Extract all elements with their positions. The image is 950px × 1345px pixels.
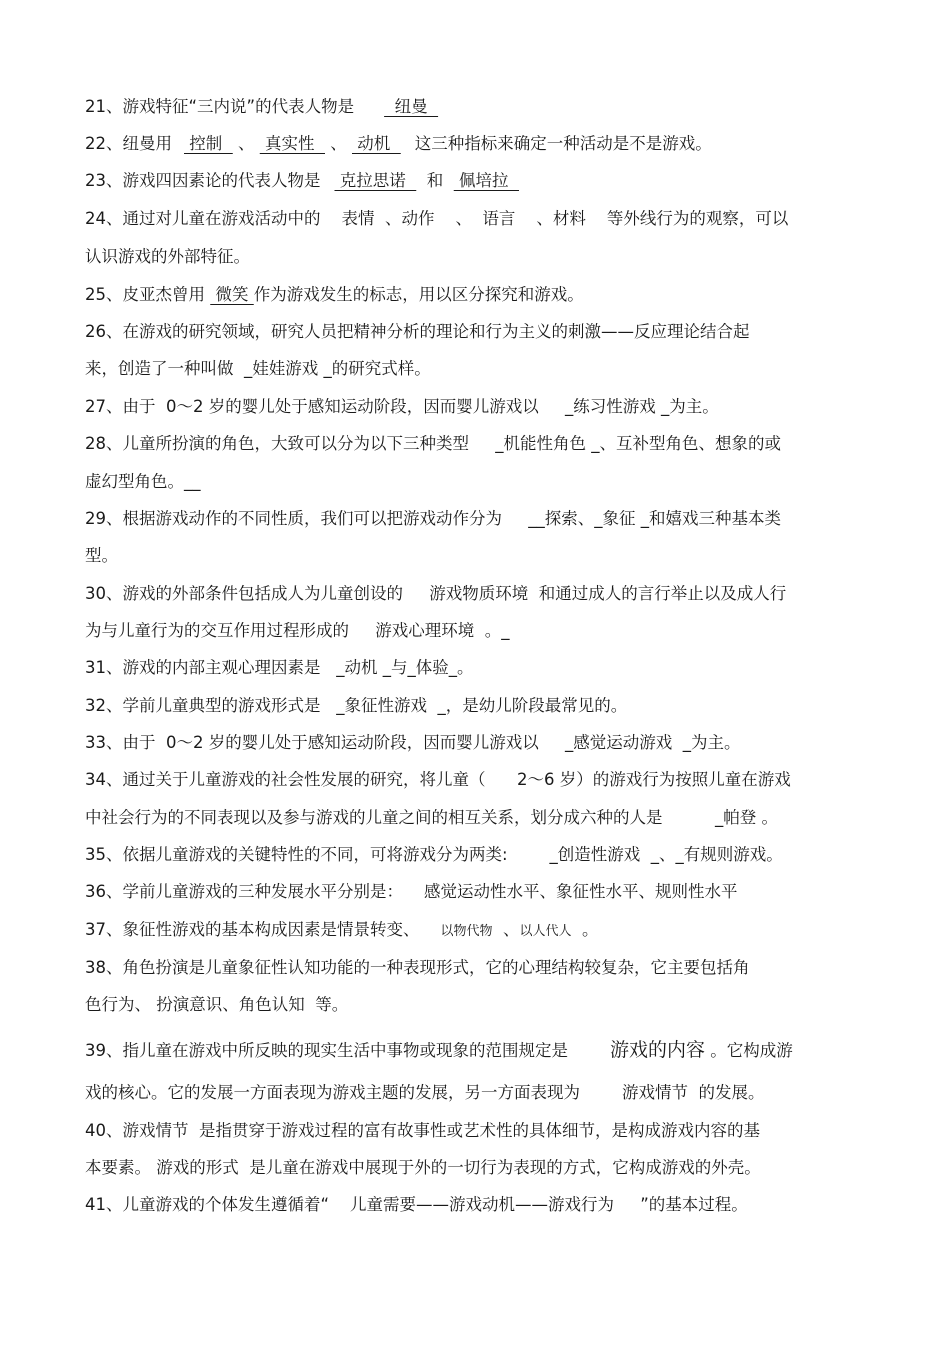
item-40-cont: 本要素。 游戏的形式 是儿童在游戏中展现于外的一切行为表现的方式，它构成游戏的外壳。: [85, 1158, 761, 1177]
blank: 佩培拉: [453, 171, 519, 190]
item-40: 40、游戏情节 是指贯穿于游戏过程的富有故事性或艺术性的具体细节，是构成游戏内容的基: [85, 1121, 760, 1140]
item-26: 26、在游戏的研究领域，研究人员把精神分析的理论和行为主义的刺激——反应理论结合起: [85, 322, 750, 341]
item-34: 34、通过关于儿童游戏的社会性发展的研究，将儿童（ 2～6 岁）的游戏行为按照儿童在游戏: [85, 770, 791, 789]
item-38: 38、角色扮演是儿童象征性认知功能的一种表现形式，它的心理结构较复杂，它主要包括角: [85, 958, 750, 977]
item-24: 24、通过对儿童在游戏活动中的 表情 、动作 、 语言 、材料 等外线行为的观察，可以: [85, 209, 789, 228]
item-37: 37、象征性游戏的基本构成因素是情景转变、 以物代物 、以人代人 。: [85, 920, 599, 939]
blank: 控制: [184, 134, 233, 153]
item-21: 21、游戏特征“三内说”的代表人物是 纽曼: [85, 97, 439, 116]
item-29: 29、根据游戏动作的不同性质，我们可以把游戏动作分为 __探索、_象征 _和嬉戏三种基本类: [85, 509, 781, 528]
blank: 纽曼: [384, 97, 439, 116]
item-31: 31、游戏的内部主观心理因素是 _动机 _与_体验_。: [85, 658, 474, 677]
item-33: 33、由于 0～2 岁的婴儿处于感知运动阶段，因而婴儿游戏以 _感觉运动游戏 _为主。: [85, 733, 741, 752]
item-26-cont: 来，创造了一种叫做 _娃娃游戏 _的研究式样。: [85, 359, 431, 378]
item-23: 23、游戏四因素论的代表人物是 克拉思诺 和 佩培拉: [85, 171, 519, 190]
item-35: 35、依据儿童游戏的关键特性的不同，可将游戏分为两类: _创造性游戏 _、_有规则游戏。: [85, 845, 783, 864]
item-28: 28、儿童所扮演的角色，大致可以分为以下三种类型 _机能性角色 _、互补型角色、想象的或: [85, 434, 781, 453]
item-39-cont: 戏的核心。它的发展一方面表现为游戏主题的发展，另一方面表现为 游戏情节 的发展。: [85, 1083, 765, 1102]
item-41: 41、儿童游戏的个体发生遵循着“ 儿童需要——游戏动机——游戏行为 ”的基本过程。: [85, 1195, 748, 1214]
blank: 动机: [352, 134, 401, 153]
item-28-cont: 虚幻型角色。__: [85, 472, 201, 491]
item-27: 27、由于 0～2 岁的婴儿处于感知运动阶段，因而婴儿游戏以 _练习性游戏 _为主。: [85, 397, 719, 416]
item-25: 25、皮亚杰曾用 微笑 作为游戏发生的标志，用以区分探究和游戏。: [85, 285, 584, 304]
item-24-cont: 认识游戏的外部特征。: [85, 247, 250, 266]
item-30-cont: 为与儿童行为的交互作用过程形成的 游戏心理环境 。_: [85, 621, 510, 640]
item-34-cont: 中社会行为的不同表现以及参与游戏的儿童之间的相互关系，划分成六种的人是 _帕登 。: [85, 808, 778, 827]
item-39: 39、指儿童在游戏中所反映的现实生活中事物或现象的范围规定是 游戏的内容 。它构成游: [85, 1039, 793, 1061]
item-36: 36、学前儿童游戏的三种发展水平分别是： 感觉运动性水平、象征性水平、规则性水平: [85, 882, 738, 901]
blank: 真实性: [259, 134, 325, 153]
blank: 克拉思诺: [334, 171, 417, 190]
item-32: 32、学前儿童典型的游戏形式是 _象征性游戏 _，是幼儿阶段最常见的。: [85, 696, 628, 715]
item-30: 30、游戏的外部条件包括成人为儿童创设的 游戏物质环境 和通过成人的言行举止以及成人行: [85, 584, 787, 603]
blank: 微笑: [210, 285, 254, 304]
item-29-cont: 型。: [85, 546, 118, 565]
item-38-cont: 色行为、 扮演意识、角色认知 等。: [85, 995, 349, 1014]
item-22: 22、纽曼用 控制 、 真实性 、 动机 这三种指标来确定一种活动是不是游戏。: [85, 134, 712, 153]
